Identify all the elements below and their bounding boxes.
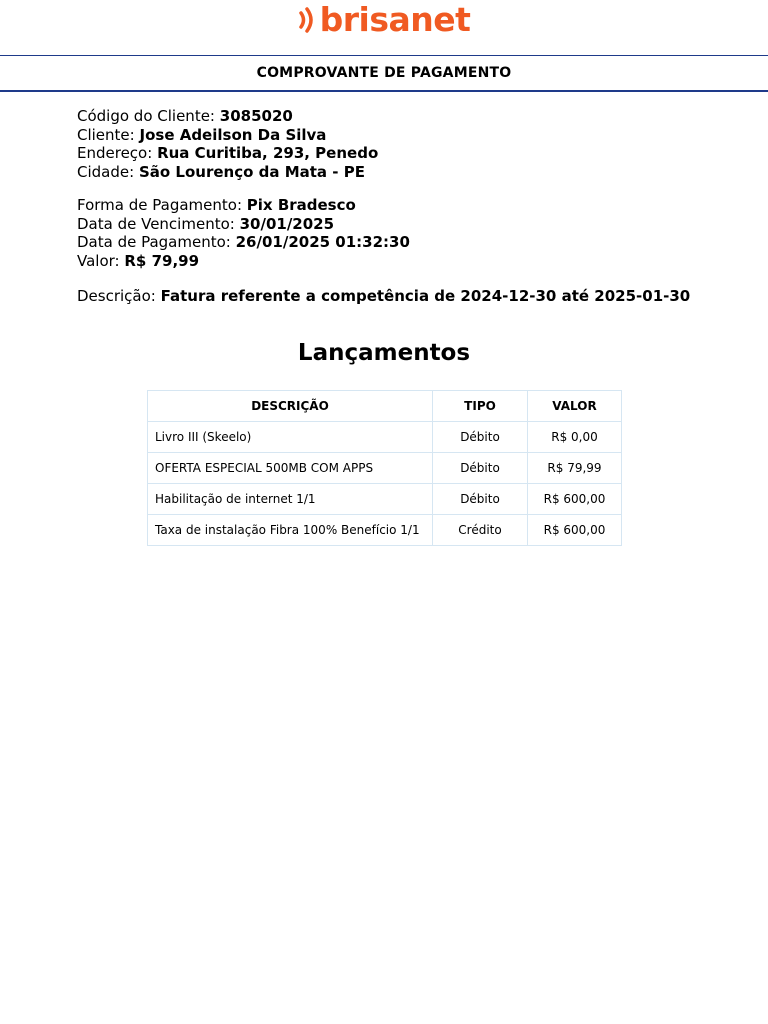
payment-method-row bbox=[77, 196, 691, 215]
payment-date-value: 26/01/2025 01:32:30 bbox=[235, 233, 410, 251]
row-description: Livro III (Skeelo) bbox=[148, 422, 433, 453]
row-value: R$ 600,00 bbox=[528, 515, 622, 546]
payment-method-label: Forma de Pagamento: bbox=[77, 196, 242, 214]
brand-logo bbox=[0, 0, 768, 40]
entries-table bbox=[147, 390, 622, 546]
client-address-label: Endereço: bbox=[77, 144, 153, 162]
due-date-label: Data de Vencimento: bbox=[77, 214, 235, 233]
description-block bbox=[77, 287, 691, 306]
row-type: Débito bbox=[433, 453, 528, 484]
client-name-label: Cliente: bbox=[77, 125, 135, 144]
table-header-row bbox=[148, 391, 622, 422]
client-name-row bbox=[77, 126, 691, 145]
client-name-value: Jose Adeilson Da Silva bbox=[139, 125, 327, 144]
column-header-value: VALOR bbox=[528, 391, 622, 422]
table-row bbox=[148, 484, 622, 515]
client-city-value: São Lourenço da Mata - PE bbox=[138, 162, 365, 181]
payment-date-label: Data de Pagamento: bbox=[77, 233, 231, 251]
section-title: Lançamentos bbox=[297, 340, 471, 366]
client-city-row bbox=[77, 163, 691, 182]
due-date-value: 30/01/2025 bbox=[239, 214, 335, 233]
row-description: OFERTA ESPECIAL 500MB COM APPS bbox=[148, 453, 433, 484]
client-code-label: Código do Cliente: bbox=[77, 107, 215, 125]
brand-name: brisanet bbox=[319, 0, 471, 39]
row-description: Habilitação de internet 1/1 bbox=[148, 484, 433, 515]
table-row bbox=[148, 422, 622, 453]
due-date-row bbox=[77, 215, 691, 234]
client-address-row bbox=[77, 144, 691, 163]
client-info bbox=[77, 107, 691, 181]
client-code-row bbox=[77, 107, 691, 126]
client-city-label: Cidade: bbox=[77, 162, 135, 181]
payment-date-row bbox=[77, 233, 691, 252]
column-header-description: DESCRIÇÃO bbox=[148, 391, 433, 422]
document-title-bar bbox=[0, 55, 768, 92]
description-label: Descrição: bbox=[77, 287, 156, 305]
table-row bbox=[148, 515, 622, 546]
description-value: Fatura referente a competência de 2024-12-30 até 2025-01-30 bbox=[160, 287, 691, 305]
column-header-type: TIPO bbox=[433, 391, 528, 422]
signal-icon bbox=[298, 5, 318, 35]
row-description: Taxa de instalação Fibra 100% Benefício 1/1 bbox=[148, 515, 433, 546]
amount-value: R$ 79,99 bbox=[124, 251, 200, 270]
document-title: COMPROVANTE DE PAGAMENTO bbox=[256, 65, 512, 81]
amount-row bbox=[77, 252, 691, 271]
row-type: Crédito bbox=[433, 515, 528, 546]
row-type: Débito bbox=[433, 422, 528, 453]
payment-info bbox=[77, 196, 691, 270]
amount-label: Valor: bbox=[77, 251, 120, 270]
client-address-value: Rua Curitiba, 293, Penedo bbox=[157, 144, 379, 162]
row-type: Débito bbox=[433, 484, 528, 515]
client-code-value: 3085020 bbox=[219, 107, 293, 125]
row-value: R$ 0,00 bbox=[528, 422, 622, 453]
table-row bbox=[148, 453, 622, 484]
row-value: R$ 600,00 bbox=[528, 484, 622, 515]
row-value: R$ 79,99 bbox=[528, 453, 622, 484]
payment-method-value: Pix Bradesco bbox=[246, 196, 356, 214]
